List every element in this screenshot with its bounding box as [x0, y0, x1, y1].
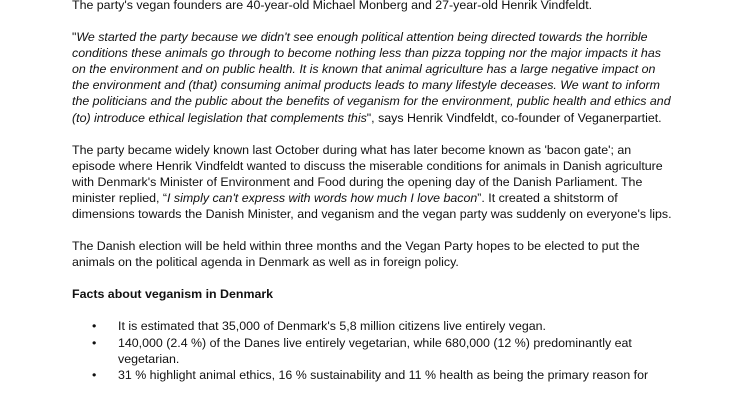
- minister-quote-text: I simply can't express with words how much I love bacon: [167, 190, 478, 205]
- quote-attribution: ", says Henrik Vindfeldt, co-founder of Veganerpartiet.: [366, 110, 662, 125]
- paragraph-bacon-gate: [72, 142, 672, 222]
- bacon-gate-outcome: ”. It created a shitstorm of dimensions towards the Danish Minister, and veganism and the vegan party was suddenly on everyone's lips.: [72, 190, 672, 222]
- fact-text: 140,000 (2.4 %) of the Danes live entirely vegetarian, while 680,000 (12 %) predominantly eat vegetarian.: [118, 335, 632, 366]
- fact-text: 31 % highlight animal ethics, 16 % sustainability and 11 % health as being the primary reason for: [118, 367, 649, 382]
- bullet-icon: •: [92, 367, 97, 382]
- list-item: [72, 318, 672, 334]
- paragraph-founder-quote: [72, 29, 672, 126]
- paragraph-spacer: [72, 274, 672, 286]
- fact-text: It is estimated that 35,000 of Denmark's 5,8 million citizens live entirely vegan.: [118, 319, 546, 334]
- facts-list: [72, 318, 672, 382]
- bullet-icon: •: [92, 319, 97, 334]
- bacon-gate-intro: The party became widely known last October during what has later become known as 'bacon gate'; an episode where Henrik Vindfeldt wanted to discuss the miserable conditions for animals in Danish agriculture with Denmark's Minister of Environment and Food during the opening day of the Danish Parliament. The minister replied, “: [72, 142, 663, 205]
- founder-quote-text: We started the party because we didn't see enough political attention being directed towards the horrible conditions these animals go through to become nothing less than pizza topping nor the major impacts it has on the environment and on public health. It is known that animal agriculture has a large negative impact on the environment and (that) consuming animal products leads to many lifestyle deceases. We want to inform the politicians and the public about the benefits of veganism for the environment, public health and ethics and (to) introduce ethical legislation that complements this: [72, 30, 671, 125]
- paragraph-election: The Danish election will be held within three months and the Vegan Party hopes to be elected to put the animals on the political agenda in Denmark as well as in foreign policy.: [72, 239, 640, 270]
- list-item: [72, 335, 672, 367]
- open-quote-mark: ": [72, 30, 77, 45]
- paragraph-founders: The party's vegan founders are 40-year-old Michael Monberg and 27-year-old Henrik Vindfeldt.: [72, 0, 593, 12]
- document-page: [72, 0, 672, 383]
- list-item: [72, 367, 672, 383]
- bullet-icon: •: [92, 335, 97, 350]
- facts-heading: Facts about veganism in Denmark: [72, 287, 274, 302]
